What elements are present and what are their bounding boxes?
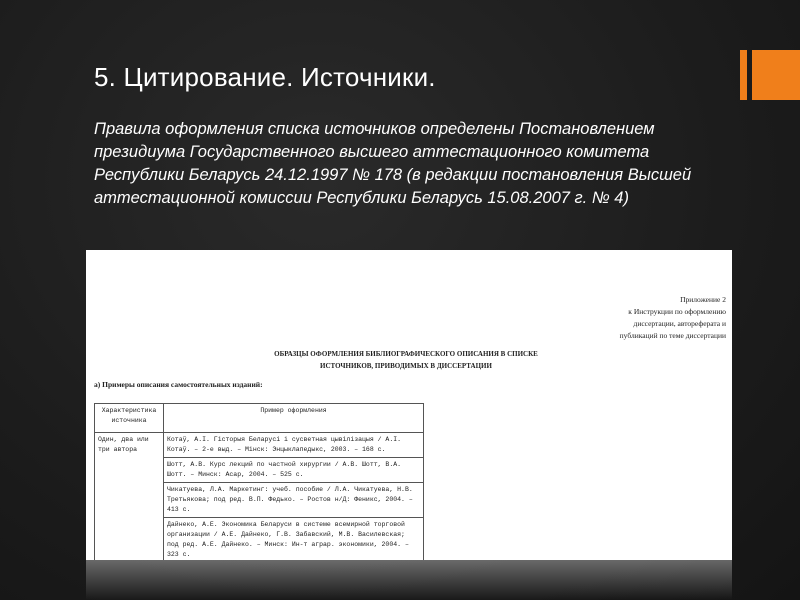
document-heading [256, 348, 556, 372]
column-header: Пример оформления [164, 404, 424, 433]
slide-subtitle: Правила оформления списка источников определены Постановлением президиума Государственного высшего аттестационного комитета Республики Беларусь 24.12.1997 № 178 (в редакции постановления Высшей аттестационной комиссии Республики Беларусь 15.08.2007 г. № 4) [94, 120, 692, 207]
heading-line: ОБРАЗЦЫ ОФОРМЛЕНИЯ БИБЛИОГРАФИЧЕСКОГО ОПИСАНИЯ В СПИСКЕ [274, 350, 538, 358]
annex-note [620, 294, 726, 342]
annex-line: к Инструкции по оформлению [628, 307, 726, 316]
table-row [95, 433, 424, 458]
annex-line: диссертации, автореферата и [633, 319, 726, 328]
document-reflection [86, 560, 732, 600]
table-header-row [95, 404, 424, 433]
column-header: Характеристика источника [95, 404, 164, 433]
example-cell: Чикатуева, Л.А. Маркетинг: учеб. пособие / Л.А. Чикатуева, Н.В. Третьякова; под ред. В.П. Федько. – Ростов н/Д: Феникс, 2004. – 413 с. [164, 483, 424, 518]
accent-bar-thin [740, 50, 747, 100]
example-cell: Котаў, А.І. Гісторыя Беларусі і сусветная цывілізацыя / А.І. Котаў. – 2-е выд. – Мінск: Энцыклапедыкс, 2003. – 168 с. [164, 433, 424, 458]
example-cell: Шотт, А.В. Курс лекций по частной хирургии / А.В. Шотт, В.А. Шотт. – Минск: Асар, 2004. – 525 с. [164, 458, 424, 483]
accent-bars [740, 50, 800, 100]
example-cell: Дайнеко, А.Е. Экономика Беларуси в системе всемирной торговой организации / А.Е. Дайнеко, Г.В. Забавский, М.В. Василевская; под ред. А.Е. Дайнеко. – Минск: Ин-т аграр. экономики, 2004. – 323 с. [164, 518, 424, 561]
accent-bar-wide [752, 50, 800, 100]
annex-line: публикаций по теме диссертации [619, 331, 726, 340]
heading-line: ИСТОЧНИКОВ, ПРИВОДИМЫХ В ДИССЕРТАЦИИ [320, 362, 492, 370]
document-scan [86, 250, 732, 560]
slide-title: 5. Цитирование. Источники. [94, 62, 436, 92]
document-subheading: а) Примеры описания самостоятельных изданий: [94, 380, 263, 389]
category-cell: Один, два или три автора [95, 433, 164, 561]
citation-table [94, 403, 424, 560]
annex-line: Приложение 2 [680, 295, 726, 304]
